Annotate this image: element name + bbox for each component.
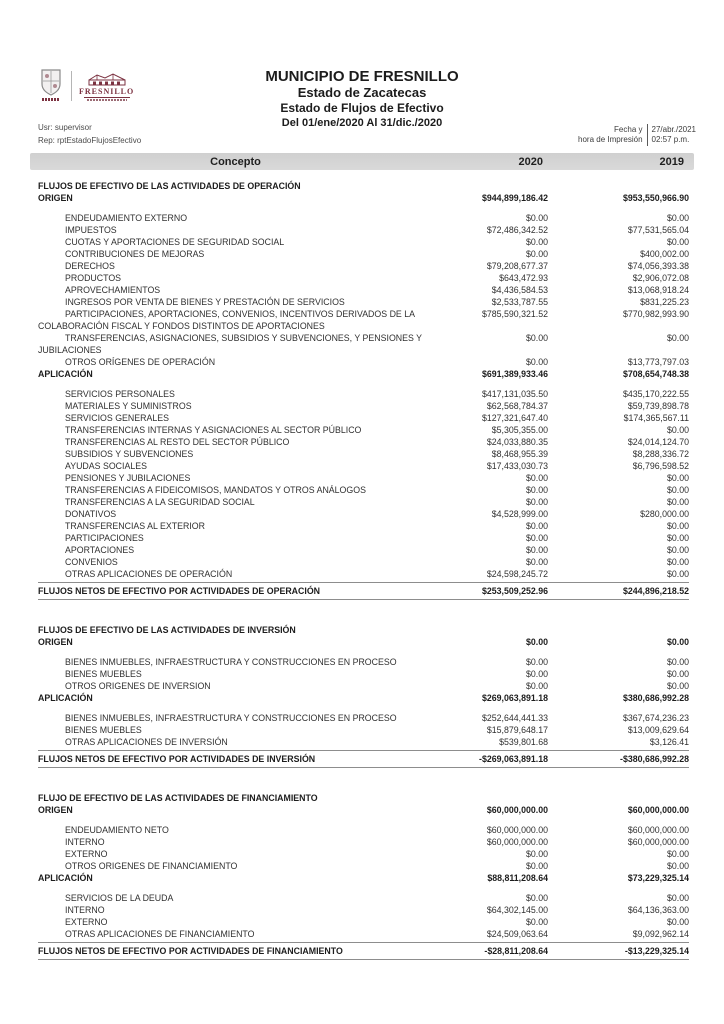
row-value-2020: $15,879,648.17 [486,725,548,735]
detail-row [38,412,689,424]
row-value-2019: $174,365,567.11 [623,413,689,423]
header-2019: 2019 [659,155,684,168]
row-value-2020: $0.00 [525,237,548,247]
row-value-2020: $17,433,030.73 [486,461,548,471]
row-value-2020: $0.00 [525,485,548,495]
row-value-2019: $280,000.00 [640,509,689,519]
spacer [38,380,689,388]
row-value-2019: $0.00 [666,533,689,543]
detail-row [38,680,689,692]
row-value-2020: $0.00 [525,893,548,903]
row-value-2020: $691,389,933.46 [481,369,548,379]
row-value-2020: $0.00 [525,657,548,667]
row-value-2020: $0.00 [525,521,548,531]
detail-row [38,556,689,568]
print-info-values [652,125,696,145]
row-label: ORIGEN [38,805,73,815]
row-value-2019: $60,000,000.00 [627,825,689,835]
row-value-2020: $539,801.68 [499,737,548,747]
row-value-2020: $944,899,186.42 [481,193,548,203]
row-value-2020: $0.00 [525,917,548,927]
row-value-2020: $72,486,342.52 [486,225,548,235]
row-label: ENDEUDAMIENTO EXTERNO [65,213,188,223]
row-value-2019: $13,068,918.24 [627,285,689,295]
row-value-2019: $0.00 [666,485,689,495]
row-value-2020: $0.00 [525,637,548,647]
row-label: CONTRIBUCIONES DE MEJORAS [65,249,205,259]
row-label: OTRAS APLICACIONES DE OPERACIÓN [65,569,233,579]
print-info-label [578,125,642,145]
section-row [38,180,689,192]
row-value-2019: $13,773,797.03 [627,357,689,367]
row-label: FLUJOS NETOS DE EFECTIVO POR ACTIVIDADES DE OPERACIÓN [38,586,321,596]
report-id-label: Rep: rptEstadoFlujosEfectivo [38,136,142,145]
row-value-2019: $244,896,218.52 [622,586,689,596]
row-label: APLICACIÓN [38,873,93,883]
row-value-2019: $60,000,000.00 [627,837,689,847]
row-value-2020: $60,000,000.00 [486,805,548,815]
row-value-2019: $0.00 [666,861,689,871]
row-value-2019: $0.00 [666,669,689,679]
row-value-2020: $785,590,321.52 [481,309,548,319]
print-info [578,124,696,146]
spacer [38,884,689,892]
municipality-title: MUNICIPIO DE FRESNILLO [265,68,459,85]
row-label: OTROS ORIGENES DE FINANCIAMIENTO [65,861,238,871]
table-column-header [30,153,694,170]
detail-row [38,544,689,556]
row-label: DONATIVOS [65,509,117,519]
row-value-2020: $127,321,647.40 [481,413,548,423]
detail-row [38,212,689,224]
detail-row [38,472,689,484]
user-label: Usr: supervisor [38,123,92,132]
row-value-2020: $79,208,677.37 [486,261,548,271]
row-value-2020: $60,000,000.00 [486,825,548,835]
detail-row [38,904,689,916]
row-value-2019: $708,654,748.38 [622,369,689,379]
row-value-2019: $6,796,598.52 [632,461,689,471]
group-row [38,192,689,204]
row-label: SERVICIOS GENERALES [65,413,169,423]
row-label: BIENES MUEBLES [65,669,142,679]
row-label: INTERNO [65,837,105,847]
detail-row [38,508,689,520]
meta-block [38,121,141,147]
row-label: OTROS ORÍGENES DE OPERACIÓN [65,357,216,367]
row-label: AYUDAS SOCIALES [65,461,147,471]
detail-row [38,916,689,928]
row-label: EXTERNO [65,917,108,927]
detail-row [38,496,689,508]
row-label: INTERNO [65,905,105,915]
row-value-2020: $0.00 [525,849,548,859]
row-label: INGRESOS POR VENTA DE BIENES Y PRESTACIÓN DE SERVICIOS [65,297,345,307]
row-value-2019: $770,982,993.90 [622,309,689,319]
row-label: OTRAS APLICACIONES DE INVERSIÓN [65,737,228,747]
row-value-2020: $2,533,787.55 [491,297,548,307]
detail-row [38,356,689,368]
row-value-2019: $0.00 [666,637,689,647]
row-value-2020: $253,509,252.96 [481,586,548,596]
row-label: DERECHOS [65,261,115,271]
detail-row [38,824,689,836]
row-value-2019: $0.00 [666,681,689,691]
section-row [38,624,689,636]
row-value-2020: $0.00 [525,357,548,367]
row-value-2019: $0.00 [666,497,689,507]
row-label: EXTERNO [65,849,108,859]
row-label: PENSIONES Y JUBILACIONES [65,473,191,483]
spacer [38,204,689,212]
print-time: 02:57 p.m. [651,135,690,144]
row-value-2020: $0.00 [525,333,548,343]
row-value-2019: $0.00 [666,521,689,531]
row-value-2019: $831,225.23 [640,297,689,307]
report-period: Del 01/ene/2020 Al 31/dic./2020 [281,117,443,129]
detail-row [38,836,689,848]
detail-row [38,448,689,460]
row-value-2019: $2,906,072.08 [632,273,689,283]
row-value-2019: $367,674,236.23 [622,713,689,723]
row-value-2019: $77,531,565.04 [627,225,689,235]
row-label: TRANSFERENCIAS A FIDEICOMISOS, MANDATOS Y OTROS ANÁLOGOS [65,485,366,495]
row-value-2019: $0.00 [666,893,689,903]
row-label: FLUJO DE EFECTIVO DE LAS ACTIVIDADES DE FINANCIAMIENTO [38,793,318,803]
header-2020: 2020 [518,155,543,168]
detail-row [38,400,689,412]
row-label: TRANSFERENCIAS AL RESTO DEL SECTOR PÚBLICO [65,437,290,447]
row-value-2019: $74,056,393.38 [627,261,689,271]
row-value-2019: $0.00 [666,917,689,927]
section-gap [38,600,689,624]
row-label: CONVENIOS [65,557,118,567]
print-info-divider [647,124,648,146]
row-label: BIENES INMUEBLES, INFRAESTRUCTURA Y CONSTRUCCIONES EN PROCESO [65,657,397,667]
row-value-2019: $0.00 [666,333,689,343]
row-label: OTRAS APLICACIONES DE FINANCIAMIENTO [65,929,255,939]
row-label: FLUJOS DE EFECTIVO DE LAS ACTIVIDADES DE OPERACIÓN [38,181,301,191]
row-value-2020: $417,131,035.50 [481,389,548,399]
row-value-2019: $9,092,962.14 [632,929,689,939]
spacer [38,704,689,712]
row-label: FLUJOS NETOS DE EFECTIVO POR ACTIVIDADES DE INVERSIÓN [38,754,316,764]
detail-row [38,860,689,872]
group-row [38,368,689,380]
row-value-2020: $24,033,880.35 [486,437,548,447]
detail-row [38,272,689,284]
row-value-2019: $0.00 [666,545,689,555]
group-row [38,636,689,648]
detail-row [38,520,689,532]
row-value-2020: $0.00 [525,545,548,555]
detail-row [38,332,689,356]
row-value-2020: $60,000,000.00 [486,837,548,847]
row-label: PARTICIPACIONES [65,533,144,543]
row-value-2019: $8,288,336.72 [632,449,689,459]
detail-row [38,532,689,544]
group-row [38,872,689,884]
row-value-2020: $0.00 [525,557,548,567]
cash-flow-table [0,170,724,960]
row-label: SUBSIDIOS Y SUBVENCIONES [65,449,194,459]
detail-row [38,848,689,860]
row-label: ORIGEN [38,193,73,203]
print-label-line2: hora de Impresión [578,135,643,144]
row-value-2020: $643,472.93 [499,273,548,283]
row-label: SERVICIOS PERSONALES [65,389,175,399]
state-title: Estado de Zacatecas [297,85,427,100]
row-value-2019: $24,014,124.70 [627,437,689,447]
section-gap [38,768,689,792]
row-value-2019: $0.00 [666,849,689,859]
row-value-2020: $64,302,145.00 [486,905,548,915]
row-value-2019: $400,002.00 [640,249,689,259]
row-value-2019: $0.00 [666,569,689,579]
row-value-2020: $0.00 [525,533,548,543]
total-row [38,942,689,960]
detail-row [38,892,689,904]
detail-row [38,928,689,940]
row-value-2020: $0.00 [525,861,548,871]
row-value-2020: $62,568,784.37 [486,401,548,411]
brand-name: FRESNILLO [79,87,135,96]
row-label: APLICACIÓN [38,369,93,379]
detail-row [38,284,689,296]
row-value-2019: $0.00 [666,213,689,223]
row-label: CUOTAS Y APORTACIONES DE SEGURIDAD SOCIAL [65,237,285,247]
row-value-2020: $0.00 [525,497,548,507]
row-label: OTROS ORIGENES DE INVERSION [65,681,211,691]
section-row [38,792,689,804]
report-name: Estado de Flujos de Efectivo [280,101,444,115]
row-value-2019: $0.00 [666,557,689,567]
detail-row [38,236,689,248]
row-value-2020: $0.00 [525,681,548,691]
row-value-2020: $0.00 [525,213,548,223]
row-label: PRODUCTOS [65,273,122,283]
row-label: APORTACIONES [65,545,135,555]
row-label: APLICACIÓN [38,693,93,703]
spacer [38,648,689,656]
row-label: TRANSFERENCIAS AL EXTERIOR [65,521,205,531]
row-value-2019: $64,136,363.00 [627,905,689,915]
row-value-2019: $13,009,629.64 [627,725,689,735]
detail-row [38,248,689,260]
row-label: ENDEUDAMIENTO NETO [65,825,169,835]
row-value-2020: $5,305,355.00 [491,425,548,435]
spacer [38,816,689,824]
row-value-2020: $0.00 [525,669,548,679]
row-label: FLUJOS DE EFECTIVO DE LAS ACTIVIDADES DE INVERSIÓN [38,625,296,635]
row-label: SERVICIOS DE LA DEUDA [65,893,174,903]
detail-row [38,668,689,680]
row-value-2020: $24,598,245.72 [486,569,548,579]
row-value-2020: $8,468,955.39 [491,449,548,459]
row-value-2020: $252,644,441.33 [481,713,548,723]
row-value-2020: -$28,811,208.64 [484,946,548,956]
detail-row [38,460,689,472]
row-label: BIENES MUEBLES [65,725,142,735]
row-value-2020: $0.00 [525,473,548,483]
detail-row [38,436,689,448]
row-value-2020: $0.00 [525,249,548,259]
row-value-2019: $953,550,966.90 [622,193,689,203]
group-row [38,804,689,816]
row-label: BIENES INMUEBLES, INFRAESTRUCTURA Y CONSTRUCCIONES EN PROCESO [65,713,397,723]
row-label: ORIGEN [38,637,73,647]
row-value-2019: $0.00 [666,473,689,483]
detail-row [38,308,689,332]
detail-row [38,568,689,580]
row-value-2019: -$13,229,325.14 [624,946,689,956]
row-label: FLUJOS NETOS DE EFECTIVO POR ACTIVIDADES DE FINANCIAMIENTO [38,946,343,956]
row-label: TRANSFERENCIAS, ASIGNACIONES, SUBSIDIOS Y SUBVENCIONES, Y PENSIONES Y JUBILACIONES [38,333,422,355]
detail-row [38,484,689,496]
detail-row [38,296,689,308]
print-date: 27/abr./2021 [651,125,696,134]
row-value-2019: $60,000,000.00 [627,805,689,815]
detail-row [38,424,689,436]
print-label-line1: Fecha y [614,125,643,134]
row-value-2019: $73,229,325.14 [627,873,689,883]
report-header [0,0,724,153]
detail-row [38,260,689,272]
row-label: PARTICIPACIONES, APORTACIONES, CONVENIOS, INCENTIVOS DERIVADOS DE LA COLABORACIÓN FISCAL Y FONDOS DISTINTOS DE APORTACIONES [38,309,415,331]
row-label: IMPUESTOS [65,225,117,235]
detail-row [38,224,689,236]
row-value-2020: $24,509,063.64 [486,929,548,939]
total-row [38,582,689,600]
group-row [38,692,689,704]
detail-row [38,736,689,748]
total-row [38,750,689,768]
row-value-2020: $88,811,208.64 [487,873,548,883]
row-value-2020: $4,436,584.53 [491,285,548,295]
row-label: TRANSFERENCIAS INTERNAS Y ASIGNACIONES AL SECTOR PÚBLICO [65,425,362,435]
row-label: TRANSFERENCIAS A LA SEGURIDAD SOCIAL [65,497,255,507]
row-value-2019: $0.00 [666,237,689,247]
row-value-2020: $4,528,999.00 [491,509,548,519]
detail-row [38,724,689,736]
row-value-2019: $0.00 [666,425,689,435]
detail-row [38,656,689,668]
header-concept: Concepto [210,155,261,168]
row-label: MATERIALES Y SUMINISTROS [65,401,192,411]
detail-row [38,388,689,400]
row-value-2020: -$269,063,891.18 [479,754,548,764]
row-value-2019: $3,126.41 [649,737,689,747]
row-value-2020: $269,063,891.18 [481,693,548,703]
row-value-2019: $380,686,992.28 [622,693,689,703]
row-value-2019: $0.00 [666,657,689,667]
row-label: APROVECHAMIENTOS [65,285,161,295]
detail-row [38,712,689,724]
row-value-2019: -$380,686,992.28 [620,754,689,764]
row-value-2019: $435,170,222.55 [622,389,689,399]
row-value-2019: $59,739,898.78 [627,401,689,411]
